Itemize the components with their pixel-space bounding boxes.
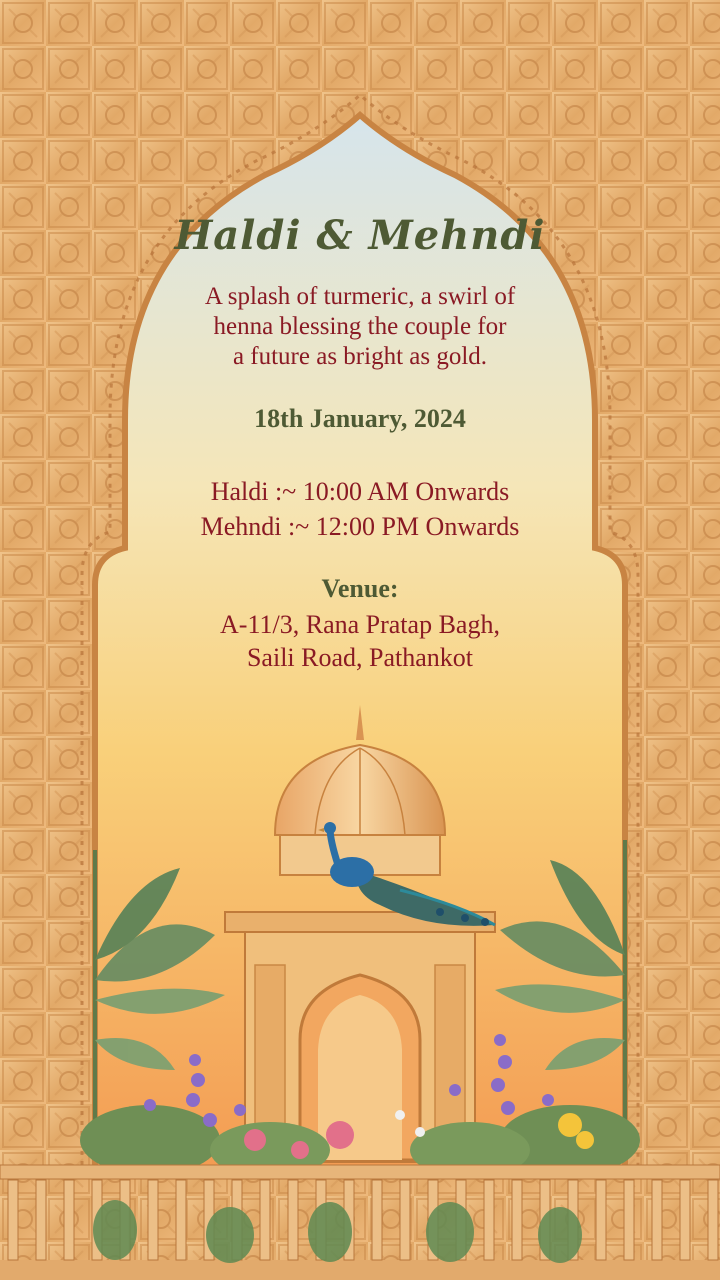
tagline-line: a future as bright as gold. <box>232 343 488 370</box>
venue-address-line: A-11/3, Rana Pratap Bagh, <box>220 610 500 639</box>
schedule-haldi: Haldi :~ 10:00 AM Onwards <box>210 477 510 506</box>
venue-label: Venue: <box>321 574 399 603</box>
schedule <box>0 474 720 544</box>
schedule-mehndi: Mehndi :~ 12:00 PM Onwards <box>200 512 520 541</box>
venue-address <box>0 608 720 674</box>
tagline-line: A splash of turmeric, a swirl of <box>204 283 516 310</box>
event-title: Haldi & Mehndi <box>174 212 546 259</box>
venue-address-line: Saili Road, Pathankot <box>246 643 474 672</box>
event-date: 18th January, 2024 <box>254 404 466 433</box>
tagline-line: henna blessing the couple for <box>213 313 507 340</box>
tagline <box>0 282 720 372</box>
